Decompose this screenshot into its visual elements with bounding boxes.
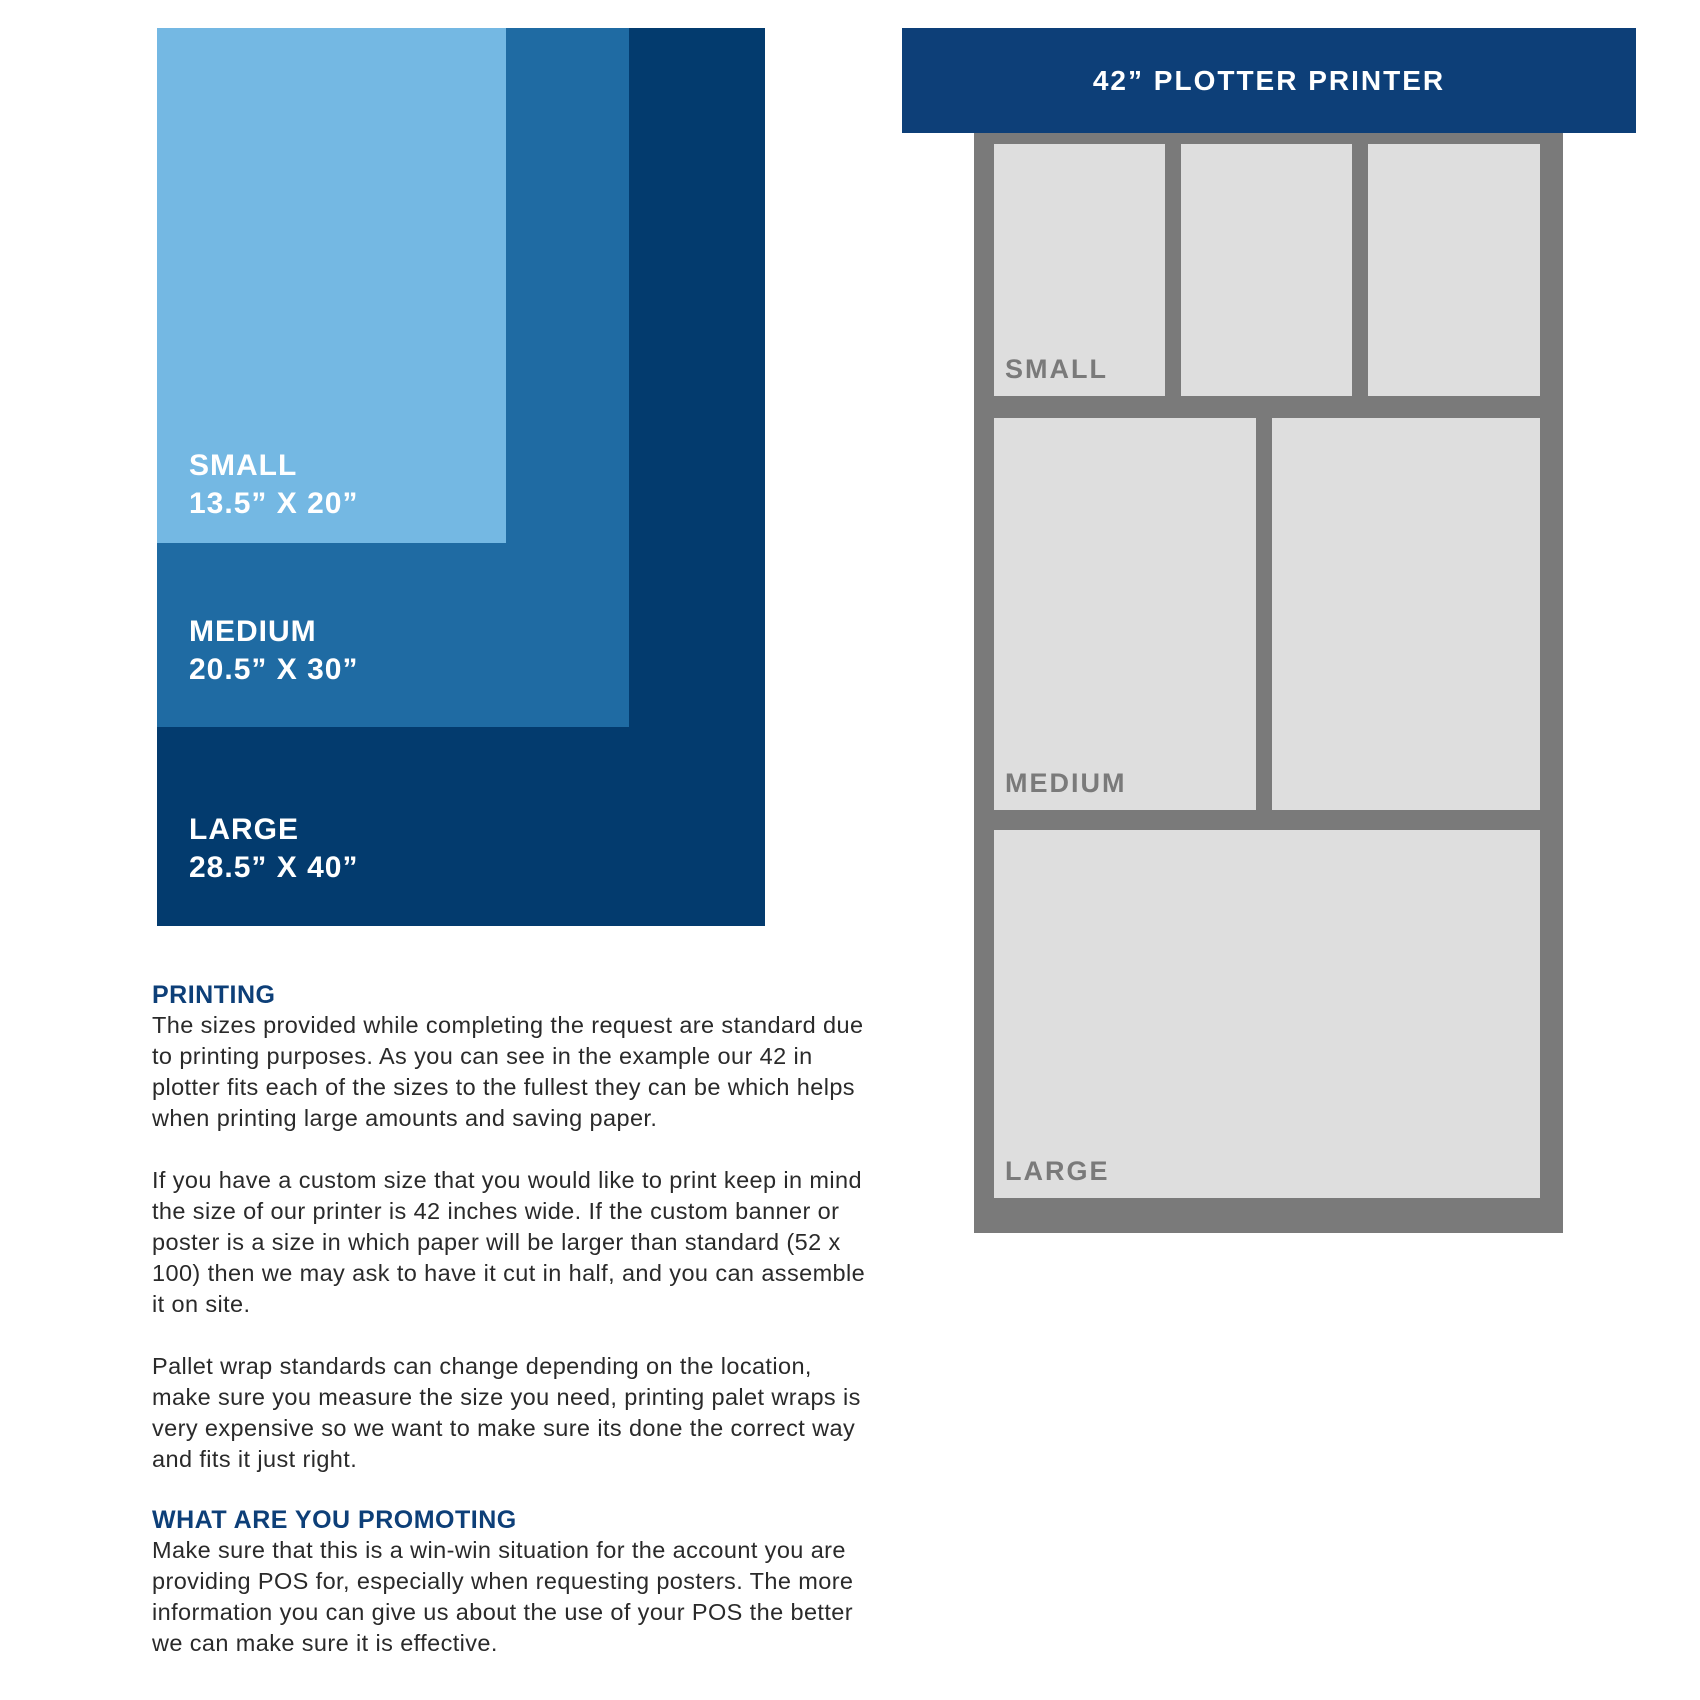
size-large-label (189, 811, 358, 887)
size-large-name: LARGE (189, 813, 299, 846)
size-small-name: SMALL (189, 449, 298, 482)
printer-header (902, 28, 1636, 133)
printer-bed (974, 133, 1563, 1233)
size-large-dimensions: 28.5” X 40” (189, 851, 359, 884)
printing-heading: PRINTING (152, 981, 276, 1009)
size-small-label (189, 447, 358, 523)
large-sheet (994, 830, 1540, 1198)
small-sheet (1181, 144, 1352, 396)
printing-paragraph-1: The sizes provided while completing the request are standard due to printing purposes. As you can see in the example our 42 in plotter fits each of the sizes to the fullest they can be which helps when printing large amounts and saving paper. (152, 1012, 864, 1131)
promoting-heading: WHAT ARE YOU PROMOTING (152, 1506, 517, 1534)
small-sheet (994, 144, 1165, 396)
size-medium-name: MEDIUM (189, 615, 317, 648)
promoting-paragraph: Make sure that this is a win-win situation for the account you are providing POS for, especially when requesting posters. The more information you can give us about the use of your POS the better we can make sure it is effective. (152, 1537, 854, 1656)
medium-sheet (1272, 418, 1540, 810)
printing-paragraph-3: Pallet wrap standards can change depending on the location, make sure you measure the size you need, printing palet wraps is very expensive so we want to make sure its done the correct way and fits it just right. (152, 1353, 861, 1472)
size-medium-dimensions: 20.5” X 30” (189, 653, 359, 686)
small-sheet (1368, 144, 1540, 396)
medium-sheet (994, 418, 1256, 810)
size-small-dimensions: 13.5” X 20” (189, 487, 359, 520)
medium-sheet-label: MEDIUM (1005, 768, 1127, 798)
large-sheet-label: LARGE (1005, 1156, 1110, 1186)
size-small-block (157, 28, 506, 543)
small-sheet-label: SMALL (1005, 354, 1108, 384)
printer-title: 42” PLOTTER PRINTER (1092, 64, 1446, 96)
printing-paragraph-2: If you have a custom size that you would like to print keep in mind the size of our printer is 42 inches wide. If the custom banner or poster is a size in which paper will be larger than standard (52 x 100) then we may ask to have it cut in half, and you can assemble it on site. (152, 1167, 866, 1317)
size-medium-label (189, 613, 358, 689)
text-column (152, 980, 872, 1659)
